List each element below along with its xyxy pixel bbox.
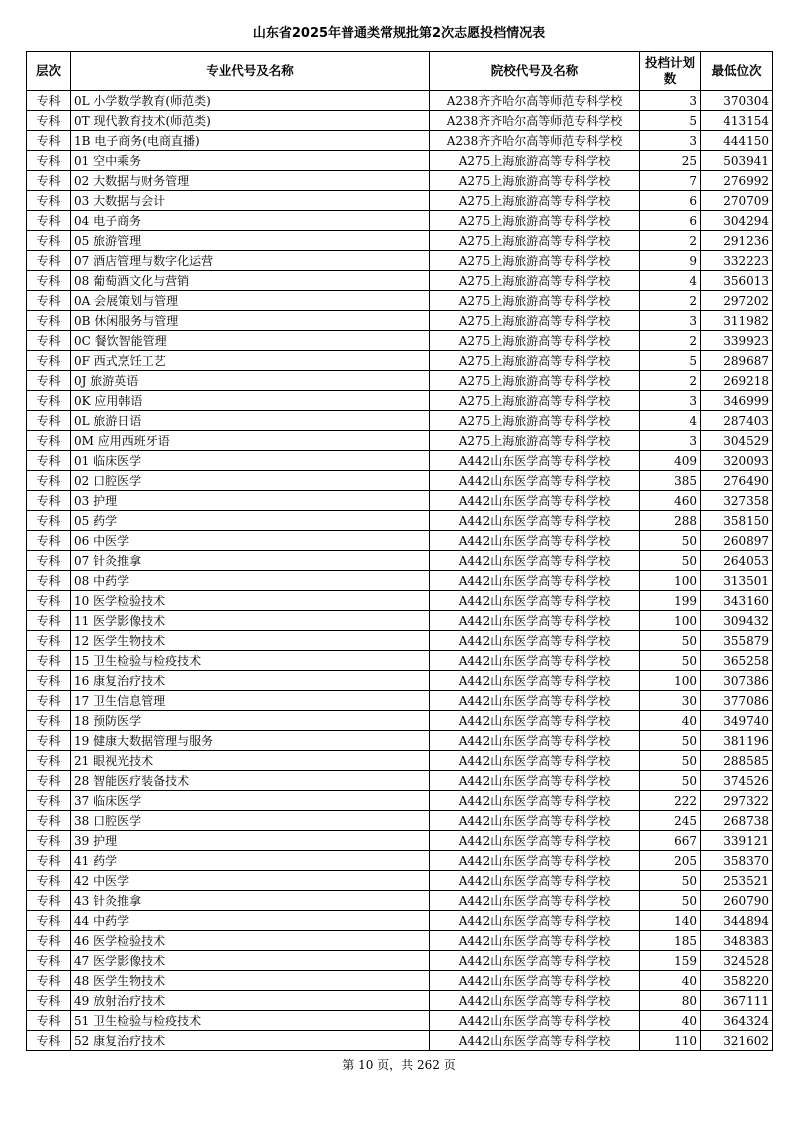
cell-plan-count: 4 [640, 271, 701, 291]
cell-min-rank: 381196 [701, 731, 773, 751]
table-header [27, 52, 773, 91]
cell-plan-count: 159 [640, 951, 701, 971]
cell-major: 03 护理 [71, 491, 430, 511]
cell-plan-count: 3 [640, 311, 701, 331]
cell-school: A442山东医学高等专科学校 [430, 851, 640, 871]
cell-plan-count: 40 [640, 971, 701, 991]
cell-level: 专科 [27, 191, 71, 211]
cell-school: A442山东医学高等专科学校 [430, 971, 640, 991]
cell-min-rank: 374526 [701, 771, 773, 791]
cell-school: A442山东医学高等专科学校 [430, 671, 640, 691]
table-row [27, 291, 773, 311]
table-row [27, 771, 773, 791]
table-row [27, 451, 773, 471]
cell-major: 19 健康大数据管理与服务 [71, 731, 430, 751]
cell-plan-count: 667 [640, 831, 701, 851]
cell-school: A442山东医学高等专科学校 [430, 551, 640, 571]
cell-plan-count: 100 [640, 611, 701, 631]
table-row [27, 131, 773, 151]
cell-school: A442山东医学高等专科学校 [430, 991, 640, 1011]
table-row [27, 491, 773, 511]
cell-min-rank: 270709 [701, 191, 773, 211]
cell-level: 专科 [27, 751, 71, 771]
cell-major: 04 电子商务 [71, 211, 430, 231]
cell-school: A275上海旅游高等专科学校 [430, 351, 640, 371]
cell-plan-count: 5 [640, 351, 701, 371]
cell-school: A275上海旅游高等专科学校 [430, 271, 640, 291]
cell-level: 专科 [27, 951, 71, 971]
cell-school: A442山东医学高等专科学校 [430, 471, 640, 491]
table-row [27, 691, 773, 711]
cell-major: 01 临床医学 [71, 451, 430, 471]
cell-level: 专科 [27, 371, 71, 391]
cell-min-rank: 264053 [701, 551, 773, 571]
cell-school: A275上海旅游高等专科学校 [430, 391, 640, 411]
cell-min-rank: 348383 [701, 931, 773, 951]
cell-school: A442山东医学高等专科学校 [430, 491, 640, 511]
cell-level: 专科 [27, 791, 71, 811]
table-row [27, 471, 773, 491]
cell-plan-count: 100 [640, 571, 701, 591]
cell-level: 专科 [27, 311, 71, 331]
cell-school: A442山东医学高等专科学校 [430, 1011, 640, 1031]
cell-plan-count: 4 [640, 411, 701, 431]
cell-min-rank: 304529 [701, 431, 773, 451]
cell-major: 0L 小学数学教育(师范类) [71, 91, 430, 111]
cell-level: 专科 [27, 451, 71, 471]
cell-major: 08 葡萄酒文化与营销 [71, 271, 430, 291]
table-row [27, 391, 773, 411]
cell-school: A442山东医学高等专科学校 [430, 451, 640, 471]
table-row [27, 331, 773, 351]
cell-min-rank: 297322 [701, 791, 773, 811]
table-row [27, 531, 773, 551]
cell-school: A275上海旅游高等专科学校 [430, 411, 640, 431]
cell-plan-count: 6 [640, 191, 701, 211]
cell-major: 0T 现代教育技术(师范类) [71, 111, 430, 131]
cell-min-rank: 413154 [701, 111, 773, 131]
cell-major: 11 医学影像技术 [71, 611, 430, 631]
cell-level: 专科 [27, 571, 71, 591]
cell-school: A442山东医学高等专科学校 [430, 871, 640, 891]
cell-school: A442山东医学高等专科学校 [430, 811, 640, 831]
cell-school: A275上海旅游高等专科学校 [430, 191, 640, 211]
cell-level: 专科 [27, 631, 71, 651]
cell-major: 0F 西式烹饪工艺 [71, 351, 430, 371]
cell-min-rank: 356013 [701, 271, 773, 291]
cell-school: A238齐齐哈尔高等师范专科学校 [430, 111, 640, 131]
cell-school: A275上海旅游高等专科学校 [430, 291, 640, 311]
cell-school: A442山东医学高等专科学校 [430, 831, 640, 851]
cell-major: 07 针灸推拿 [71, 551, 430, 571]
cell-level: 专科 [27, 611, 71, 631]
cell-min-rank: 358220 [701, 971, 773, 991]
cell-level: 专科 [27, 971, 71, 991]
cell-level: 专科 [27, 871, 71, 891]
cell-school: A442山东医学高等专科学校 [430, 751, 640, 771]
table-row [27, 271, 773, 291]
table-row [27, 371, 773, 391]
cell-plan-count: 110 [640, 1031, 701, 1051]
cell-plan-count: 50 [640, 651, 701, 671]
table-row [27, 851, 773, 871]
cell-major: 0M 应用西班牙语 [71, 431, 430, 451]
table-row [27, 631, 773, 651]
cell-school: A442山东医学高等专科学校 [430, 791, 640, 811]
cell-school: A275上海旅游高等专科学校 [430, 231, 640, 251]
cell-level: 专科 [27, 471, 71, 491]
cell-major: 02 大数据与财务管理 [71, 171, 430, 191]
cell-major: 12 医学生物技术 [71, 631, 430, 651]
cell-min-rank: 268738 [701, 811, 773, 831]
cell-plan-count: 50 [640, 871, 701, 891]
table-row [27, 611, 773, 631]
cell-level: 专科 [27, 1031, 71, 1051]
cell-plan-count: 2 [640, 291, 701, 311]
cell-major: 0L 旅游日语 [71, 411, 430, 431]
table-row [27, 671, 773, 691]
cell-major: 0K 应用韩语 [71, 391, 430, 411]
cell-level: 专科 [27, 351, 71, 371]
cell-school: A442山东医学高等专科学校 [430, 951, 640, 971]
cell-plan-count: 2 [640, 231, 701, 251]
cell-school: A275上海旅游高等专科学校 [430, 171, 640, 191]
table-row [27, 651, 773, 671]
cell-min-rank: 287403 [701, 411, 773, 431]
cell-major: 17 卫生信息管理 [71, 691, 430, 711]
column-header-plan-count: 投档计划数 [640, 52, 701, 91]
cell-level: 专科 [27, 491, 71, 511]
table-row [27, 591, 773, 611]
cell-min-rank: 365258 [701, 651, 773, 671]
cell-major: 47 医学影像技术 [71, 951, 430, 971]
table-row [27, 871, 773, 891]
cell-level: 专科 [27, 511, 71, 531]
cell-level: 专科 [27, 331, 71, 351]
table-row [27, 551, 773, 571]
cell-school: A238齐齐哈尔高等师范专科学校 [430, 91, 640, 111]
cell-major: 44 中药学 [71, 911, 430, 931]
cell-level: 专科 [27, 651, 71, 671]
cell-school: A442山东医学高等专科学校 [430, 511, 640, 531]
table-row [27, 351, 773, 371]
cell-min-rank: 367111 [701, 991, 773, 1011]
table-row [27, 431, 773, 451]
cell-min-rank: 260897 [701, 531, 773, 551]
cell-plan-count: 40 [640, 711, 701, 731]
table-row [27, 511, 773, 531]
table-row [27, 951, 773, 971]
cell-plan-count: 50 [640, 731, 701, 751]
cell-plan-count: 100 [640, 671, 701, 691]
cell-min-rank: 358150 [701, 511, 773, 531]
cell-plan-count: 185 [640, 931, 701, 951]
table-row [27, 1031, 773, 1051]
page-title: 山东省2025年普通类常规批第2次志愿投档情况表 [252, 26, 546, 41]
cell-plan-count: 2 [640, 331, 701, 351]
table-row [27, 111, 773, 131]
cell-level: 专科 [27, 171, 71, 191]
cell-level: 专科 [27, 891, 71, 911]
table-row [27, 931, 773, 951]
cell-min-rank: 358370 [701, 851, 773, 871]
cell-school: A275上海旅游高等专科学校 [430, 251, 640, 271]
cell-major: 02 口腔医学 [71, 471, 430, 491]
table-row [27, 91, 773, 111]
cell-min-rank: 327358 [701, 491, 773, 511]
cell-min-rank: 364324 [701, 1011, 773, 1031]
cell-min-rank: 503941 [701, 151, 773, 171]
cell-major: 05 药学 [71, 511, 430, 531]
cell-level: 专科 [27, 1011, 71, 1031]
cell-plan-count: 245 [640, 811, 701, 831]
cell-min-rank: 377086 [701, 691, 773, 711]
page-footer: 第 10 页，共 262 页 [342, 1058, 456, 1072]
cell-level: 专科 [27, 771, 71, 791]
cell-major: 39 护理 [71, 831, 430, 851]
cell-plan-count: 385 [640, 471, 701, 491]
cell-level: 专科 [27, 811, 71, 831]
cell-major: 48 医学生物技术 [71, 971, 430, 991]
cell-plan-count: 3 [640, 391, 701, 411]
cell-plan-count: 9 [640, 251, 701, 271]
cell-major: 0J 旅游英语 [71, 371, 430, 391]
table-row [27, 251, 773, 271]
column-header-level: 层次 [27, 52, 71, 91]
cell-plan-count: 199 [640, 591, 701, 611]
cell-plan-count: 6 [640, 211, 701, 231]
cell-min-rank: 253521 [701, 871, 773, 891]
table-row [27, 831, 773, 851]
cell-min-rank: 289687 [701, 351, 773, 371]
table-row [27, 211, 773, 231]
cell-school: A442山东医学高等专科学校 [430, 931, 640, 951]
cell-min-rank: 355879 [701, 631, 773, 651]
table-row [27, 151, 773, 171]
cell-major: 0C 餐饮智能管理 [71, 331, 430, 351]
cell-plan-count: 50 [640, 771, 701, 791]
cell-school: A275上海旅游高等专科学校 [430, 371, 640, 391]
cell-major: 08 中药学 [71, 571, 430, 591]
table-row [27, 911, 773, 931]
cell-min-rank: 339121 [701, 831, 773, 851]
cell-plan-count: 5 [640, 111, 701, 131]
cell-min-rank: 332223 [701, 251, 773, 271]
cell-min-rank: 304294 [701, 211, 773, 231]
cell-min-rank: 309432 [701, 611, 773, 631]
cell-major: 05 旅游管理 [71, 231, 430, 251]
cell-plan-count: 2 [640, 371, 701, 391]
cell-plan-count: 50 [640, 631, 701, 651]
cell-school: A275上海旅游高等专科学校 [430, 331, 640, 351]
cell-major: 42 中医学 [71, 871, 430, 891]
cell-min-rank: 349740 [701, 711, 773, 731]
table-row [27, 891, 773, 911]
cell-major: 49 放射治疗技术 [71, 991, 430, 1011]
cell-school: A442山东医学高等专科学校 [430, 611, 640, 631]
cell-plan-count: 3 [640, 131, 701, 151]
cell-min-rank: 276992 [701, 171, 773, 191]
cell-min-rank: 313501 [701, 571, 773, 591]
cell-min-rank: 288585 [701, 751, 773, 771]
cell-min-rank: 311982 [701, 311, 773, 331]
table-row [27, 571, 773, 591]
cell-level: 专科 [27, 531, 71, 551]
table-row [27, 711, 773, 731]
cell-level: 专科 [27, 831, 71, 851]
cell-min-rank: 343160 [701, 591, 773, 611]
cell-min-rank: 297202 [701, 291, 773, 311]
cell-min-rank: 370304 [701, 91, 773, 111]
column-header-school: 院校代号及名称 [430, 52, 640, 91]
cell-level: 专科 [27, 291, 71, 311]
cell-school: A275上海旅游高等专科学校 [430, 151, 640, 171]
cell-min-rank: 324528 [701, 951, 773, 971]
cell-school: A442山东医学高等专科学校 [430, 771, 640, 791]
cell-school: A442山东医学高等专科学校 [430, 631, 640, 651]
cell-level: 专科 [27, 691, 71, 711]
table-row [27, 1011, 773, 1031]
cell-school: A442山东医学高等专科学校 [430, 591, 640, 611]
cell-major: 07 酒店管理与数字化运营 [71, 251, 430, 271]
cell-level: 专科 [27, 271, 71, 291]
cell-school: A442山东医学高等专科学校 [430, 1031, 640, 1051]
cell-plan-count: 205 [640, 851, 701, 871]
cell-plan-count: 409 [640, 451, 701, 471]
cell-level: 专科 [27, 591, 71, 611]
cell-min-rank: 344894 [701, 911, 773, 931]
cell-level: 专科 [27, 111, 71, 131]
cell-major: 06 中医学 [71, 531, 430, 551]
cell-plan-count: 50 [640, 751, 701, 771]
cell-level: 专科 [27, 671, 71, 691]
table-row [27, 811, 773, 831]
table-body [27, 91, 773, 1051]
cell-school: A442山东医学高等专科学校 [430, 531, 640, 551]
cell-plan-count: 50 [640, 531, 701, 551]
cell-level: 专科 [27, 731, 71, 751]
cell-min-rank: 291236 [701, 231, 773, 251]
cell-major: 46 医学检验技术 [71, 931, 430, 951]
admission-table [26, 51, 773, 1051]
cell-level: 专科 [27, 251, 71, 271]
table-row [27, 231, 773, 251]
cell-min-rank: 276490 [701, 471, 773, 491]
table-row [27, 311, 773, 331]
cell-min-rank: 346999 [701, 391, 773, 411]
cell-plan-count: 50 [640, 551, 701, 571]
cell-min-rank: 260790 [701, 891, 773, 911]
cell-level: 专科 [27, 551, 71, 571]
cell-school: A442山东医学高等专科学校 [430, 891, 640, 911]
cell-level: 专科 [27, 991, 71, 1011]
cell-min-rank: 320093 [701, 451, 773, 471]
table-row [27, 411, 773, 431]
cell-major: 38 口腔医学 [71, 811, 430, 831]
cell-major: 18 预防医学 [71, 711, 430, 731]
cell-level: 专科 [27, 211, 71, 231]
cell-school: A275上海旅游高等专科学校 [430, 211, 640, 231]
table-row [27, 991, 773, 1011]
cell-school: A442山东医学高等专科学校 [430, 711, 640, 731]
cell-plan-count: 288 [640, 511, 701, 531]
table-row [27, 191, 773, 211]
cell-major: 15 卫生检验与检疫技术 [71, 651, 430, 671]
table-row [27, 731, 773, 751]
cell-plan-count: 30 [640, 691, 701, 711]
cell-plan-count: 7 [640, 171, 701, 191]
cell-level: 专科 [27, 851, 71, 871]
cell-level: 专科 [27, 391, 71, 411]
cell-school: A238齐齐哈尔高等师范专科学校 [430, 131, 640, 151]
cell-level: 专科 [27, 911, 71, 931]
cell-plan-count: 3 [640, 431, 701, 451]
cell-plan-count: 140 [640, 911, 701, 931]
cell-major: 03 大数据与会计 [71, 191, 430, 211]
cell-major: 0A 会展策划与管理 [71, 291, 430, 311]
cell-school: A442山东医学高等专科学校 [430, 911, 640, 931]
cell-school: A442山东医学高等专科学校 [430, 731, 640, 751]
cell-major: 28 智能医疗装备技术 [71, 771, 430, 791]
cell-school: A275上海旅游高等专科学校 [430, 311, 640, 331]
cell-level: 专科 [27, 411, 71, 431]
cell-plan-count: 80 [640, 991, 701, 1011]
cell-min-rank: 321602 [701, 1031, 773, 1051]
cell-min-rank: 269218 [701, 371, 773, 391]
table-row [27, 971, 773, 991]
cell-school: A442山东医学高等专科学校 [430, 571, 640, 591]
cell-level: 专科 [27, 711, 71, 731]
cell-min-rank: 339923 [701, 331, 773, 351]
cell-school: A442山东医学高等专科学校 [430, 651, 640, 671]
table-row [27, 791, 773, 811]
cell-school: A275上海旅游高等专科学校 [430, 431, 640, 451]
cell-plan-count: 460 [640, 491, 701, 511]
cell-level: 专科 [27, 91, 71, 111]
cell-plan-count: 25 [640, 151, 701, 171]
cell-major: 51 卫生检验与检疫技术 [71, 1011, 430, 1031]
table-row [27, 751, 773, 771]
column-header-min-rank: 最低位次 [701, 52, 773, 91]
cell-level: 专科 [27, 231, 71, 251]
cell-level: 专科 [27, 931, 71, 951]
cell-level: 专科 [27, 131, 71, 151]
cell-major: 21 眼视光技术 [71, 751, 430, 771]
cell-min-rank: 307386 [701, 671, 773, 691]
cell-plan-count: 40 [640, 1011, 701, 1031]
table-row [27, 171, 773, 191]
cell-major: 41 药学 [71, 851, 430, 871]
cell-min-rank: 444150 [701, 131, 773, 151]
cell-major: 43 针灸推拿 [71, 891, 430, 911]
cell-plan-count: 50 [640, 891, 701, 911]
cell-major: 0B 休闲服务与管理 [71, 311, 430, 331]
cell-plan-count: 3 [640, 91, 701, 111]
cell-major: 1B 电子商务(电商直播) [71, 131, 430, 151]
cell-major: 01 空中乘务 [71, 151, 430, 171]
cell-major: 16 康复治疗技术 [71, 671, 430, 691]
cell-school: A442山东医学高等专科学校 [430, 691, 640, 711]
cell-major: 37 临床医学 [71, 791, 430, 811]
cell-level: 专科 [27, 151, 71, 171]
cell-major: 10 医学检验技术 [71, 591, 430, 611]
cell-level: 专科 [27, 431, 71, 451]
cell-plan-count: 222 [640, 791, 701, 811]
column-header-major: 专业代号及名称 [71, 52, 430, 91]
cell-major: 52 康复治疗技术 [71, 1031, 430, 1051]
